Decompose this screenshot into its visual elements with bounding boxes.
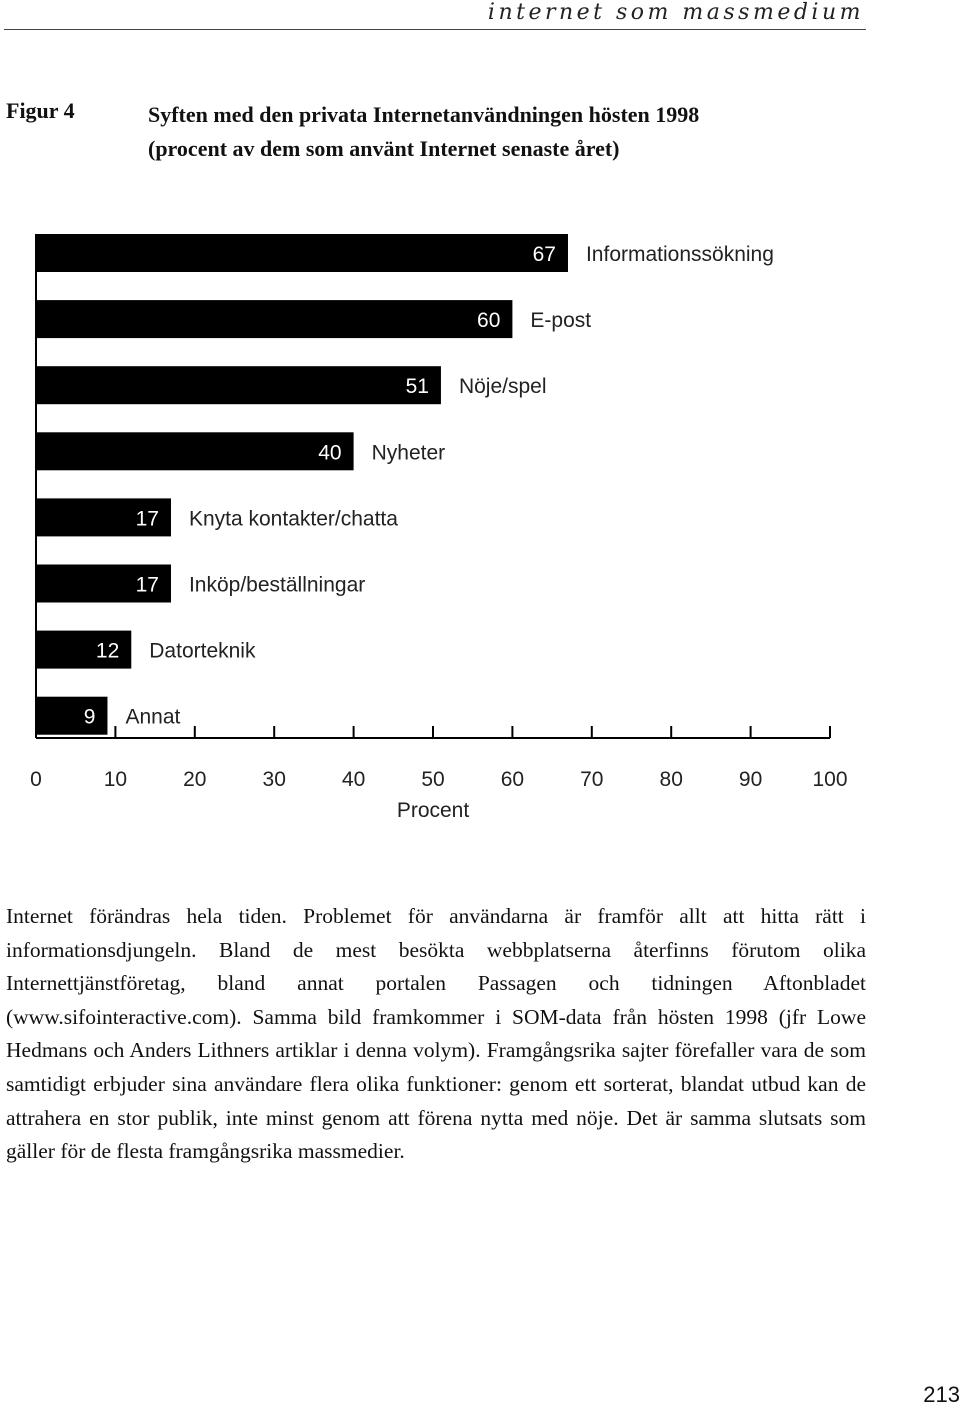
figure-label: Figur 4 xyxy=(6,98,75,123)
header-rule xyxy=(4,29,866,30)
x-tick-label-60: 60 xyxy=(500,768,525,791)
value-label-nyheter: 40 xyxy=(318,441,342,465)
category-label-nyheter: Nyheter xyxy=(371,441,446,465)
x-tick-label-50: 50 xyxy=(421,768,445,791)
x-tick-label-10: 10 xyxy=(103,768,128,791)
value-label-annat: 9 xyxy=(83,705,96,729)
page-number: 213 xyxy=(923,1382,960,1407)
category-label-inkop-bestallningar: Inköp/beställningar xyxy=(188,573,366,597)
x-tick-label-80: 80 xyxy=(659,768,683,791)
x-tick-label-20: 20 xyxy=(183,768,207,791)
bar-informationssokning xyxy=(36,234,568,272)
category-label-informationssokning: Informationssökning xyxy=(585,243,774,266)
bar-e-post xyxy=(36,300,512,338)
body-paragraph: Internet förändras hela tiden. Problemet för användarna är framför allt att hitta rätt i informationsdjungeln. Bland de mest besökta webbplatserna återfinns förutom olika Internettjänstföretag, bland annat portalen Passagen och tidningen Aftonbladet (www.sifointeractive.com). Samma bild framkommer i SOM-data från hösten 1998 (jfr Lowe Hedmans och Anders Lithners artiklar i denna volym). Framgångsrika sajter förefaller vara de som samtidigt erbjuder sina användare flera olika funktioner: genom ett sorterat, blandat utbud kan de attrahera en stor publik, inte minst genom att förena nytta med nöje. Det är samma slutsats som gäller för de flesta framgångsrika massmedier. xyxy=(6,904,866,1164)
bar-annat xyxy=(36,697,107,735)
bar-nyheter xyxy=(36,432,354,470)
x-tick-label-30: 30 xyxy=(262,768,286,791)
figure-title-line-1: Syften med den privata Internetanvändningen hösten 1998 xyxy=(148,102,700,127)
bar-noje-spel xyxy=(36,366,441,404)
x-tick-label-100: 100 xyxy=(812,768,848,791)
value-label-informationssokning: 67 xyxy=(532,243,556,266)
category-label-e-post: E-post xyxy=(530,309,592,333)
x-tick-label-0: 0 xyxy=(30,768,42,791)
x-axis-label: Procent xyxy=(396,799,470,822)
bar-chart xyxy=(0,220,880,840)
value-label-inkop-bestallningar: 17 xyxy=(135,573,159,597)
value-label-knyta-kontakter-chatta: 17 xyxy=(135,507,159,531)
value-label-e-post: 60 xyxy=(477,309,501,333)
category-label-noje-spel: Nöje/spel xyxy=(458,375,547,399)
figure-title-line-2: (procent av dem som använt Internet senaste året) xyxy=(148,136,620,161)
category-label-annat: Annat xyxy=(125,705,181,729)
x-tick-label-70: 70 xyxy=(580,768,604,791)
value-label-noje-spel: 51 xyxy=(405,375,429,399)
running-head: internet som massmedium xyxy=(487,0,864,25)
category-label-datorteknik: Datorteknik xyxy=(149,639,256,663)
category-label-knyta-kontakter-chatta: Knyta kontakter/chatta xyxy=(188,507,398,531)
x-tick-label-40: 40 xyxy=(341,768,366,791)
figure-title xyxy=(148,98,868,166)
value-label-datorteknik: 12 xyxy=(95,639,120,663)
x-tick-label-90: 90 xyxy=(738,768,763,791)
